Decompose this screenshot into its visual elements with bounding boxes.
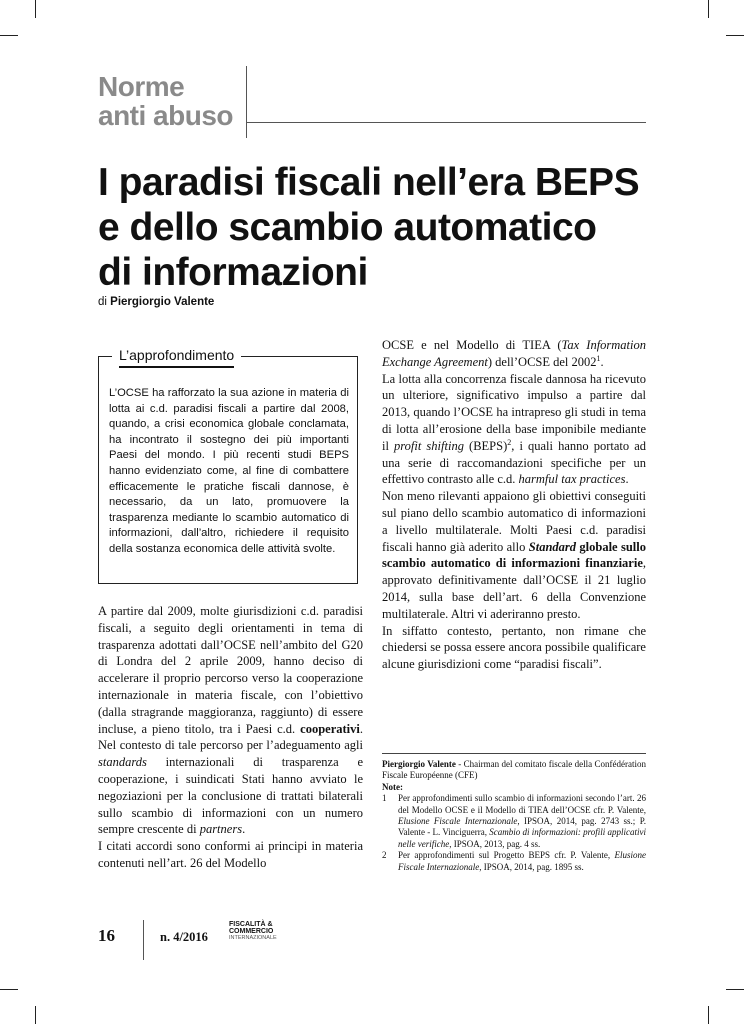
crop-mark	[35, 0, 36, 18]
article-title	[98, 160, 639, 295]
notes-heading: Note:	[382, 781, 403, 792]
body-column-right	[382, 337, 646, 673]
title-line3: di informazioni	[98, 251, 368, 294]
crop-mark	[726, 35, 744, 36]
paragraph: I citati accordi sono conformi ai principi in materia contenuti nell’art. 26 del Modello	[98, 839, 363, 870]
title-line1: I paradisi fiscali nell’era BEPS	[98, 161, 640, 204]
footer-divider	[143, 920, 144, 960]
paragraph: Non meno rilevanti appaiono gli obiettivi conseguiti sul piano dello scambio automatico di informazioni a livello multilaterale. Molti Paesi c.d. paradisi fiscali hanno già aderito allo Standard globale sullo scambio automatico di informazioni finanziarie, approvato definitivamente dall’OCSE il 21 luglio 2014, sulla base dell’art. 6 della Convenzione multilaterale. Altri vi aderiranno presto.	[382, 489, 647, 621]
insight-box-heading: L’approfondimento	[112, 344, 241, 366]
byline-prefix: di	[98, 296, 107, 308]
section-divider-vertical	[246, 66, 247, 138]
section-label-line1: Norme	[98, 71, 185, 102]
section-label	[98, 72, 233, 130]
crop-mark	[708, 0, 709, 18]
paragraph: OCSE e nel Modello di TIEA (Tax Information Exchange Agreement) dell’OCSE del 2002$^1$.	[382, 338, 646, 369]
author-note: Piergiorgio Valente - Chairman del comitato fiscale della Confédération Fiscale Européenne (CFE)	[382, 759, 646, 781]
footnote-ref: 2	[507, 437, 512, 447]
insight-box-text: L’OCSE ha rafforzato la sua azione in materia di lotta ai c.d. paradisi fiscali a partire dal 2008, quando, a crisi economica globale conclamata, ha incontrato il sostegno dei più importanti Paesi del mondo. I più recenti studi BEPS hanno evidenziato come, al fine di combattere efficacemente le pratiche fiscali dannose, è necessario, da un lato, promuovere la trasparenza mediante lo scambio automatico di informazioni, dall’altro, richiedere il requisito della sostanza economica delle attività svolte.	[109, 387, 349, 555]
footnote-ref: 1	[596, 353, 601, 363]
title-line2: e dello scambio automatico	[98, 206, 597, 249]
journal-logo: FISCALITÀ & COMMERCIO INTERNAZIONALE	[229, 921, 277, 941]
crop-mark	[0, 989, 18, 990]
footnote-item: 1 Per approfondimenti sullo scambio di informazioni secondo l’art. 26 del Modello OCSE e il Modello di TIEA dell’OCSE cfr. P. Valente, Elusione Fiscale Internazionale, IPSOA, 2014, pag. 2743 ss.; P. Valente - L. Vinciguerra, Scambio di informazioni: profili applicativi nelle verifiche, IPSOA, 2013, pag. 4 ss.	[382, 793, 646, 849]
page-number: 16	[98, 926, 115, 945]
footnote-rule	[382, 753, 646, 754]
byline-author: Piergiorgio Valente	[110, 296, 215, 308]
byline	[98, 296, 214, 308]
crop-mark	[708, 1006, 709, 1024]
paragraph: In siffatto contesto, pertanto, non rimane che chiedersi se possa essere ancora possibile qualificare alcune giurisdizioni come “paradisi fiscali”.	[382, 623, 646, 672]
paragraph: La lotta alla concorrenza fiscale dannosa ha ricevuto un ulteriore, significativo impulso a partire dal 2013, quando l’OCSE ha intrapreso gli studi in tema di lotta all’erosione della base imponibile mediante il profit shifting (BEPS)$^2$, i quali hanno portato ad una serie di raccomandazioni specifiche per un effettivo contrasto alle c.d. harmful tax practices.	[382, 371, 647, 487]
footnotes	[382, 759, 646, 873]
paragraph: A partire dal 2009, molte giurisdizioni c.d. paradisi fiscali, a seguito degli orientamenti in tema di trasparenza adottati dall’OCSE nell’ambito del G20 di Londra del 2 aprile 2009, hanno deciso di accelerare il proprio percorso verso la cooperazione internazionale in materia fiscale, con l’obiettivo (dalla stragrande maggioranza, raggiunto) di essere incluse, a pieno titolo, tra i Paesi c.d. cooperativi. Nel contesto di tale percorso per l’adeguamento agli standards internazionali di trasparenza e cooperazione, i suindicati Stati hanno avviato le negoziazioni per la conclusione di trattati bilaterali sullo scambio di informazioni con un numero sempre crescente di partners.	[98, 604, 363, 837]
crop-mark	[35, 1006, 36, 1024]
section-divider-horizontal	[246, 122, 646, 123]
body-column-left	[98, 603, 363, 872]
footnote-item: 2 Per approfondimenti sul Progetto BEPS cfr. P. Valente, Elusione Fiscale Internazionale, IPSOA, 2014, pag. 1895 ss.	[382, 850, 646, 872]
section-label-line2: anti abuso	[98, 100, 234, 131]
crop-mark	[726, 989, 744, 990]
issue-number: n. 4/2016	[160, 930, 208, 944]
crop-mark	[0, 35, 18, 36]
